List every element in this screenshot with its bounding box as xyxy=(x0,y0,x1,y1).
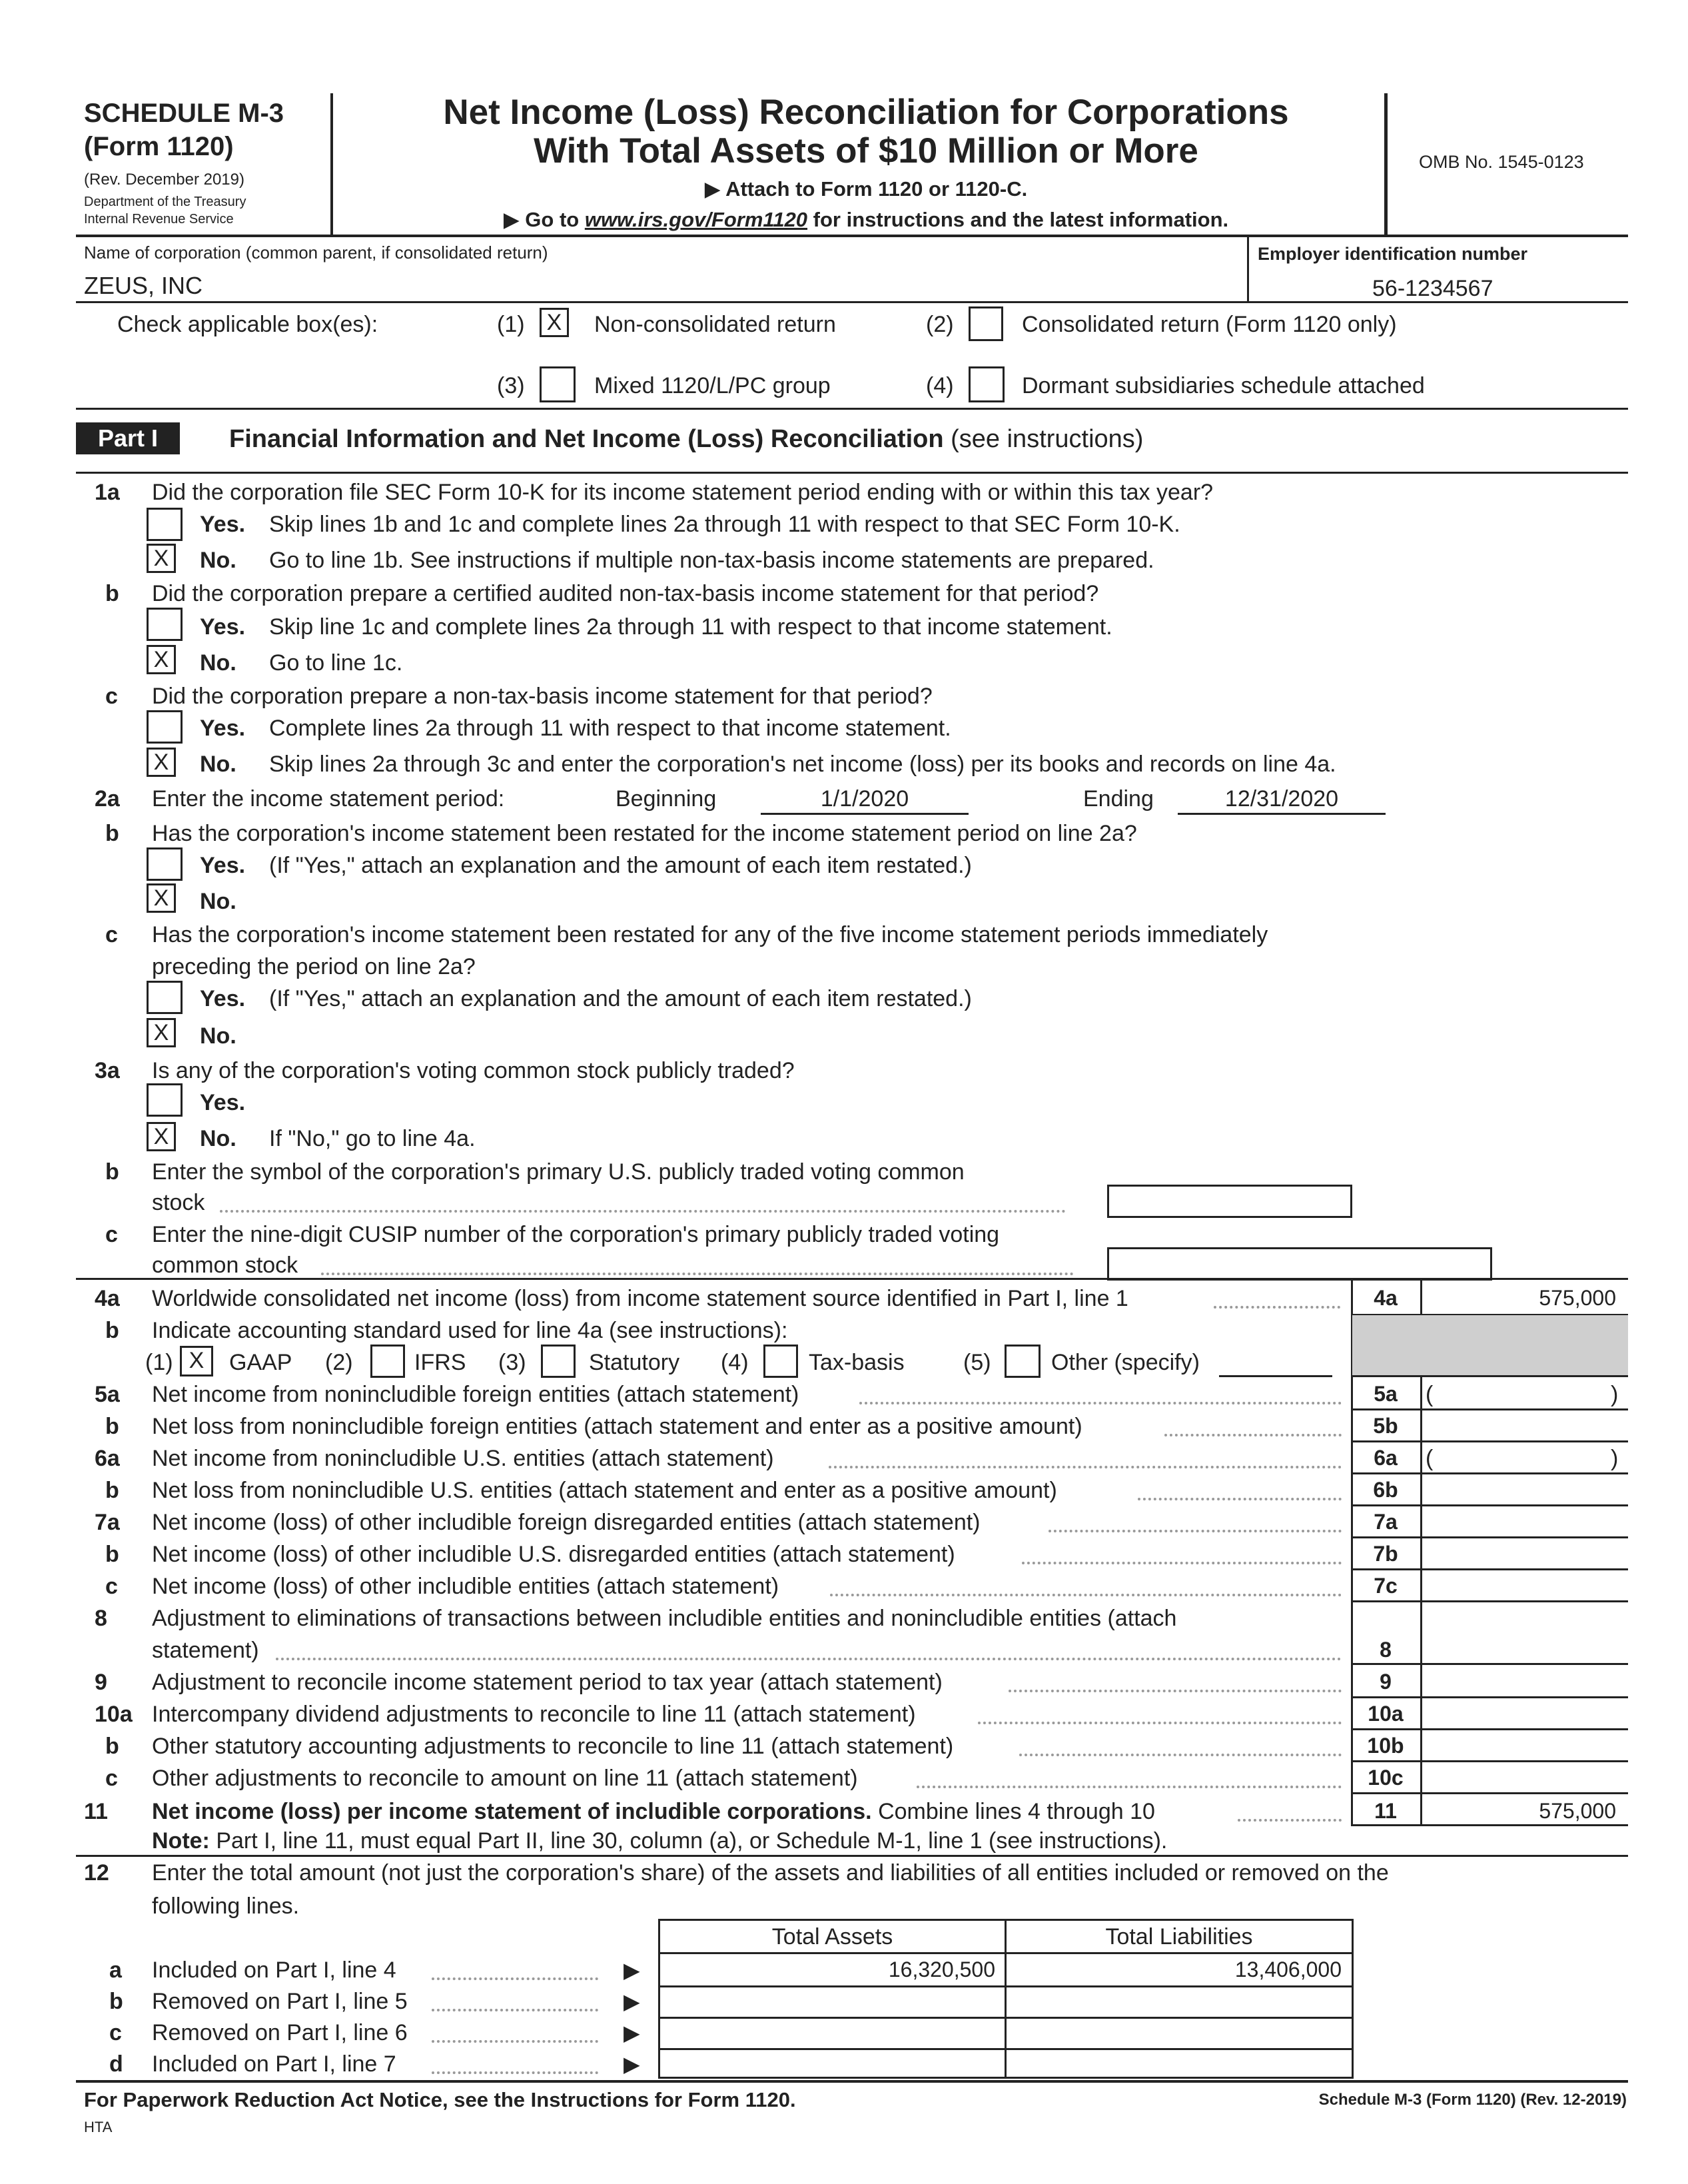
line-1b-yes-text: Skip line 1c and complete lines 2a through 11 with respect to that income statement. xyxy=(269,614,1112,640)
other-specify-field[interactable] xyxy=(1219,1350,1332,1377)
line-6a-cell-rule xyxy=(1351,1472,1628,1474)
line-11-note xyxy=(152,1828,1167,1854)
taxbasis-num: (4) xyxy=(721,1350,749,1375)
total-liabilities-header: Total Liabilities xyxy=(1105,1924,1253,1949)
statutory-num: (3) xyxy=(498,1350,526,1375)
assets-row-a-total-assets[interactable]: 16,320,500 xyxy=(888,1957,995,1981)
non-consolidated-label: Non-consolidated return xyxy=(594,312,836,337)
assets-row-a-letter: a xyxy=(109,1957,122,1983)
line-4b-shaded-cell xyxy=(1352,1315,1628,1375)
ticker-symbol-field[interactable] xyxy=(1107,1185,1352,1218)
line-11-text-rest: Combine lines 4 through 10 xyxy=(871,1799,1155,1824)
other-label: Other (specify) xyxy=(1051,1350,1200,1375)
line-1a-no: No. xyxy=(200,548,236,573)
line-2a-text: Enter the income statement period: xyxy=(152,786,505,812)
line-4a-text: Worldwide consolidated net income (loss) from income statement source identified in Part I, line 1 xyxy=(152,1286,1128,1311)
line-11-note-text: Part I, line 11, must equal Part II, line 30, column (a), or Schedule M-1, line 1 (see instructions). xyxy=(209,1828,1168,1854)
line-10b-num: b xyxy=(105,1734,119,1759)
line-6a-leader xyxy=(829,1466,1342,1468)
corporation-name-label: Name of corporation (common parent, if consolidated return) xyxy=(84,243,548,263)
assets-row-d-text: Included on Part I, line 7 xyxy=(152,2051,396,2077)
line-7a-text: Net income (loss) of other includible foreign disregarded entities (attach statement) xyxy=(152,1510,981,1535)
line-2b-num: b xyxy=(105,821,119,846)
line-7a-cell-rule xyxy=(1351,1536,1628,1538)
total-assets-header: Total Assets xyxy=(771,1924,893,1949)
ifrs-label: IFRS xyxy=(414,1350,466,1375)
arrow-icon: ▶ xyxy=(624,2052,640,2076)
line-5a-cell: 5a xyxy=(1374,1382,1398,1406)
line-10a-leader xyxy=(978,1722,1342,1724)
line-2c-no-checkbox[interactable]: X xyxy=(147,1018,176,1047)
line-8-text-1: Adjustment to eliminations of transactions between includible entities and nonincludible entities (attach xyxy=(152,1606,1177,1631)
hta-label: HTA xyxy=(84,2119,113,2135)
line-5b-cell-rule xyxy=(1351,1440,1628,1442)
assets-row-a-text: Included on Part I, line 4 xyxy=(152,1957,396,1983)
line-5a-paren-close: ) xyxy=(1611,1382,1619,1407)
line-7b-num: b xyxy=(105,1542,119,1567)
footer-form-id: Schedule M-3 (Form 1120) (Rev. 12-2019) xyxy=(1318,2091,1627,2109)
line-2b-yes-checkbox[interactable] xyxy=(147,847,183,881)
attach-instruction: ▶ Attach to Form 1120 or 1120-C. xyxy=(704,177,1028,201)
line-9-text: Adjustment to reconcile income statement period to tax year (attach statement) xyxy=(152,1670,943,1695)
line-10c-text: Other adjustments to reconcile to amount on line 11 (attach statement) xyxy=(152,1766,858,1791)
line-2b-no: No. xyxy=(200,889,236,914)
line-3a-num: 3a xyxy=(95,1058,120,1083)
line-12-text-1: Enter the total amount (not just the corporation's share) of the assets and liabilities of all entities included or removed on the xyxy=(152,1860,1389,1886)
line-1c-yes-checkbox[interactable] xyxy=(147,710,183,744)
line-10c-num: c xyxy=(105,1766,118,1791)
line-1a-yes-checkbox[interactable] xyxy=(147,508,183,541)
line-11-num: 11 xyxy=(84,1799,108,1824)
line-7b-leader xyxy=(1022,1562,1342,1564)
line-11-amount[interactable]: 575,000 xyxy=(1539,1799,1616,1823)
line-10a-text: Intercompany dividend adjustments to reconcile to line 11 (attach statement) xyxy=(152,1702,916,1727)
line-1b-num: b xyxy=(105,581,119,606)
form-number: (Form 1120) xyxy=(84,132,234,161)
line-7a-leader xyxy=(1049,1530,1342,1532)
line-11-text-bold: Net income (loss) per income statement of includible corporations. xyxy=(152,1799,872,1824)
line-1b-yes-checkbox[interactable] xyxy=(147,608,183,641)
line-5b-leader xyxy=(1164,1434,1342,1436)
goto-instruction xyxy=(346,208,1386,232)
dormant-checkbox[interactable] xyxy=(969,366,1005,402)
line-10b-text: Other statutory accounting adjustments to reconcile to line 11 (attach statement) xyxy=(152,1734,954,1759)
line-10b-cell-rule xyxy=(1351,1760,1628,1762)
ein-divider xyxy=(1247,237,1249,301)
line-10a-cell: 10a xyxy=(1368,1702,1404,1726)
line-2c-yes-checkbox[interactable] xyxy=(147,981,183,1014)
line-10c-leader xyxy=(917,1786,1342,1788)
ein-label: Employer identification number xyxy=(1258,244,1528,264)
part-one-title xyxy=(229,425,1143,454)
line-2c-yes-text: (If "Yes," attach an explanation and the amount of each item restated.) xyxy=(269,986,972,1011)
assets-row-c-letter: c xyxy=(109,2020,122,2045)
line-6b-cell: 6b xyxy=(1373,1478,1398,1502)
line-6b-text: Net loss from nonincludible U.S. entities (attach statement and enter as a positive amount) xyxy=(152,1478,1057,1503)
opt3-num: (3) xyxy=(497,373,525,398)
line-3a-yes: Yes. xyxy=(200,1090,246,1115)
assets-row-rule xyxy=(658,2048,1354,2050)
line-3b-leader xyxy=(220,1210,1066,1213)
irs-link[interactable]: www.irs.gov/Form1120 xyxy=(584,208,808,231)
assets-header-rule xyxy=(658,1952,1354,1954)
beginning-label: Beginning xyxy=(616,786,717,812)
line-12-text-2: following lines. xyxy=(152,1894,300,1919)
line-1c-no-text: Skip lines 2a through 3c and enter the corporation's net income (loss) per its books and records on line 4a. xyxy=(269,752,1336,777)
line-10c-cell-rule xyxy=(1351,1792,1628,1794)
statutory-label: Statutory xyxy=(589,1350,680,1375)
agency: Internal Revenue Service xyxy=(84,212,234,227)
line-4b-num: b xyxy=(105,1318,119,1343)
line-4a-amount[interactable]: 575,000 xyxy=(1539,1286,1616,1310)
line-3b-num: b xyxy=(105,1159,119,1185)
part-one-title-bold: Financial Information and Net Income (Loss) Reconciliation xyxy=(229,425,944,453)
line-10a-cell-rule xyxy=(1351,1728,1628,1730)
dormant-label: Dormant subsidiaries schedule attached xyxy=(1022,373,1425,398)
line-2b-yes: Yes. xyxy=(200,853,246,878)
part-one-tag: Part I xyxy=(76,422,180,454)
line-2c-text-2: preceding the period on line 2a? xyxy=(152,954,476,979)
line-7c-leader xyxy=(830,1594,1342,1596)
paperwork-notice: For Paperwork Reduction Act Notice, see the Instructions for Form 1120. xyxy=(84,2088,796,2111)
ending-label: Ending xyxy=(1083,786,1154,812)
arrow-icon: ▶ xyxy=(624,2021,640,2045)
line-8-leader xyxy=(276,1658,1342,1660)
line-5a-num: 5a xyxy=(95,1382,120,1407)
line-4a-num: 4a xyxy=(95,1286,120,1311)
line-1b-no-text: Go to line 1c. xyxy=(269,650,403,676)
line-1c-num: c xyxy=(105,684,118,709)
line-2a-num: 2a xyxy=(95,786,120,812)
line-2b-text: Has the corporation's income statement been restated for the income statement period on line 2a? xyxy=(152,821,1137,846)
beginning-date[interactable]: 1/1/2020 xyxy=(761,786,969,815)
line-1a-num: 1a xyxy=(95,480,120,505)
arrow-icon: ▶ xyxy=(624,1989,640,2013)
assets-row-c-leader xyxy=(432,2040,598,2043)
form-title-line2: With Total Assets of $10 Million or More xyxy=(534,131,1198,171)
line-6b-cell-rule xyxy=(1351,1504,1628,1506)
line-3a-yes-checkbox[interactable] xyxy=(147,1083,183,1117)
line-11-note-bold: Note: xyxy=(152,1828,210,1854)
line-2c-text-1: Has the corporation's income statement been restated for any of the five income statement periods immediately xyxy=(152,922,1268,947)
line-3b-text-2: stock xyxy=(152,1190,205,1215)
check-boxes-label: Check applicable box(es): xyxy=(117,312,378,337)
line-4a-cell: 4a xyxy=(1374,1286,1398,1310)
line-6a-cell: 6a xyxy=(1374,1446,1398,1470)
header-rule xyxy=(76,235,1628,237)
part-one-rule xyxy=(76,472,1628,474)
department: Department of the Treasury xyxy=(84,195,246,209)
line-2b-yes-text: (If "Yes," attach an explanation and the amount of each item restated.) xyxy=(269,853,972,878)
line-7c-text: Net income (loss) of other includible entities (attach statement) xyxy=(152,1574,779,1599)
line-6a-paren-open: ( xyxy=(1426,1446,1434,1471)
assets-row-a-leader xyxy=(432,1977,598,1980)
schedule-title: SCHEDULE M-3 xyxy=(84,99,284,128)
line-1b-no-checkbox[interactable]: X xyxy=(147,645,176,674)
line-6b-num: b xyxy=(105,1478,119,1503)
line-3c-num: c xyxy=(105,1222,118,1247)
goto-suffix: for instructions and the latest information. xyxy=(807,208,1229,231)
line-10b-leader xyxy=(1019,1754,1342,1756)
line-9-cell: 9 xyxy=(1380,1670,1392,1694)
assets-row-rule xyxy=(658,2017,1354,2019)
line-2b-no-checkbox[interactable]: X xyxy=(147,883,176,913)
line-7c-num: c xyxy=(105,1574,118,1599)
line-9-leader xyxy=(1009,1690,1342,1692)
line-6a-paren-close: ) xyxy=(1611,1446,1619,1471)
line-10a-num: 10a xyxy=(95,1702,133,1727)
line-3c-text-1: Enter the nine-digit CUSIP number of the corporation's primary publicly traded voting xyxy=(152,1222,1000,1247)
line-6b-leader xyxy=(1138,1498,1342,1500)
assets-row-d-leader xyxy=(432,2071,598,2074)
opt4-num: (4) xyxy=(926,373,954,398)
line-8-text-2: statement) xyxy=(152,1638,259,1663)
check-rule xyxy=(76,408,1628,410)
line-2c-no: No. xyxy=(200,1023,236,1049)
line-6a-num: 6a xyxy=(95,1446,120,1471)
other-checkbox[interactable] xyxy=(1005,1345,1041,1378)
line-8-cell-rule xyxy=(1351,1663,1628,1665)
line-1a-no-checkbox[interactable]: X xyxy=(147,544,176,573)
taxbasis-label: Tax-basis xyxy=(809,1350,905,1375)
line-11-cell-rule xyxy=(1351,1824,1628,1826)
opt1-num: (1) xyxy=(497,312,525,337)
line-4-rule xyxy=(76,1278,1628,1280)
revision-date: (Rev. December 2019) xyxy=(84,171,244,189)
line-1c-yes-text: Complete lines 2a through 11 with respect to that income statement. xyxy=(269,716,951,741)
line-1c-no-checkbox[interactable]: X xyxy=(147,748,176,777)
line-2c-yes: Yes. xyxy=(200,986,246,1011)
line-1a-yes: Yes. xyxy=(200,512,246,537)
line-10c-cell: 10c xyxy=(1368,1766,1404,1790)
line-5a-paren-open: ( xyxy=(1426,1382,1434,1407)
mixed-group-label: Mixed 1120/L/PC group xyxy=(594,373,831,398)
header-divider-left xyxy=(330,93,333,235)
line-1b-yes: Yes. xyxy=(200,614,246,640)
part-one-title-suffix: (see instructions) xyxy=(943,425,1144,453)
line-8-num: 8 xyxy=(95,1606,107,1631)
line-4a-leader xyxy=(1214,1306,1340,1309)
line-3a-no-text: If "No," go to line 4a. xyxy=(269,1126,476,1151)
line-5a-leader xyxy=(859,1402,1342,1404)
cusip-field[interactable] xyxy=(1107,1247,1492,1281)
line-3a-no: No. xyxy=(200,1126,236,1151)
line-7b-cell: 7b xyxy=(1373,1542,1398,1566)
line-1b-text: Did the corporation prepare a certified audited non-tax-basis income statement for that period? xyxy=(152,581,1099,606)
line-5a-text: Net income from nonincludible foreign entities (attach statement) xyxy=(152,1382,799,1407)
assets-row-a-total-liabilities[interactable]: 13,406,000 xyxy=(1234,1957,1342,1981)
line-5b-text: Net loss from nonincludible foreign entities (attach statement and enter as a positive amount) xyxy=(152,1414,1082,1439)
arrow-icon: ▶ xyxy=(624,1958,640,1982)
ending-date[interactable]: 12/31/2020 xyxy=(1178,786,1386,815)
line-3c-leader xyxy=(321,1273,1074,1275)
line-7b-text: Net income (loss) of other includible U.S. disregarded entities (attach statement) xyxy=(152,1542,955,1567)
assets-row-d-letter: d xyxy=(109,2051,123,2077)
ein-value[interactable]: 56-1234567 xyxy=(1372,276,1493,301)
footer-rule xyxy=(76,2080,1628,2083)
line-1b-no: No. xyxy=(200,650,236,676)
gaap-checkbox[interactable]: X xyxy=(180,1346,213,1376)
opt2-num: (2) xyxy=(926,312,954,337)
consolidated-label: Consolidated return (Form 1120 only) xyxy=(1022,312,1397,337)
consolidated-checkbox[interactable] xyxy=(969,306,1003,341)
line-5b-cell: 5b xyxy=(1373,1414,1398,1438)
ifrs-checkbox[interactable] xyxy=(370,1345,405,1378)
goto-prefix: ▶ Go to xyxy=(503,208,585,231)
statutory-checkbox[interactable] xyxy=(541,1345,576,1378)
line-3a-text: Is any of the corporation's voting common stock publicly traded? xyxy=(152,1058,795,1083)
header-divider-right xyxy=(1384,93,1388,235)
line-1a-no-text: Go to line 1b. See instructions if multiple non-tax-basis income statements are prepared. xyxy=(269,548,1154,573)
line-6a-text: Net income from nonincludible U.S. entities (attach statement) xyxy=(152,1446,774,1471)
line-2c-num: c xyxy=(105,922,118,947)
gaap-num: (1) xyxy=(145,1350,173,1375)
non-consolidated-checkbox[interactable]: X xyxy=(540,308,569,337)
line-11-text xyxy=(152,1799,1155,1825)
line-1c-yes: Yes. xyxy=(200,716,246,741)
assets-row-b-letter: b xyxy=(109,1989,123,2014)
line-12-rule xyxy=(76,1855,1628,1857)
corporation-name[interactable]: ZEUS, INC xyxy=(84,272,203,299)
assets-row-rule xyxy=(658,1985,1354,1987)
line-1a-text: Did the corporation file SEC Form 10-K for its income statement period ending with or within this tax year? xyxy=(152,480,1214,505)
line-9-cell-rule xyxy=(1351,1696,1628,1698)
line-3a-no-checkbox[interactable]: X xyxy=(147,1122,176,1151)
line-3b-text-1: Enter the symbol of the corporation's primary U.S. publicly traded voting common xyxy=(152,1159,965,1185)
name-rule xyxy=(76,301,1628,303)
line-10b-cell: 10b xyxy=(1367,1734,1404,1758)
line-4b-cell-rule xyxy=(1351,1375,1628,1377)
line-11-cell: 11 xyxy=(1374,1799,1397,1823)
line-7b-cell-rule xyxy=(1351,1568,1628,1570)
assets-row-c-text: Removed on Part I, line 6 xyxy=(152,2020,408,2045)
gaap-label: GAAP xyxy=(229,1350,292,1375)
line-7a-num: 7a xyxy=(95,1510,120,1535)
taxbasis-checkbox[interactable] xyxy=(763,1345,798,1378)
line-5a-cell-rule xyxy=(1351,1408,1628,1410)
line-8-cell: 8 xyxy=(1380,1638,1392,1662)
line-7a-cell: 7a xyxy=(1374,1510,1398,1534)
omb-number: OMB No. 1545-0123 xyxy=(1419,152,1584,172)
other-num: (5) xyxy=(963,1350,991,1375)
line-12-num: 12 xyxy=(84,1860,109,1886)
line-11-leader xyxy=(1238,1819,1342,1822)
assets-row-b-leader xyxy=(432,2009,598,2011)
line-1a-yes-text: Skip lines 1b and 1c and complete lines 2a through 11 with respect to that SEC Form 10-K. xyxy=(269,512,1180,537)
assets-row-b-text: Removed on Part I, line 5 xyxy=(152,1989,408,2014)
mixed-group-checkbox[interactable] xyxy=(540,366,576,402)
line-1c-text: Did the corporation prepare a non-tax-basis income statement for that period? xyxy=(152,684,933,709)
line-7c-cell-rule xyxy=(1351,1600,1628,1602)
form-title-line1: Net Income (Loss) Reconciliation for Corporations xyxy=(443,93,1289,132)
ifrs-num: (2) xyxy=(325,1350,353,1375)
line-1c-no: No. xyxy=(200,752,236,777)
line-9-num: 9 xyxy=(95,1670,107,1695)
line-7c-cell: 7c xyxy=(1374,1574,1398,1598)
line-3c-text-2: common stock xyxy=(152,1253,298,1278)
line-5b-num: b xyxy=(105,1414,119,1439)
line-4b-text: Indicate accounting standard used for line 4a (see instructions): xyxy=(152,1318,788,1343)
